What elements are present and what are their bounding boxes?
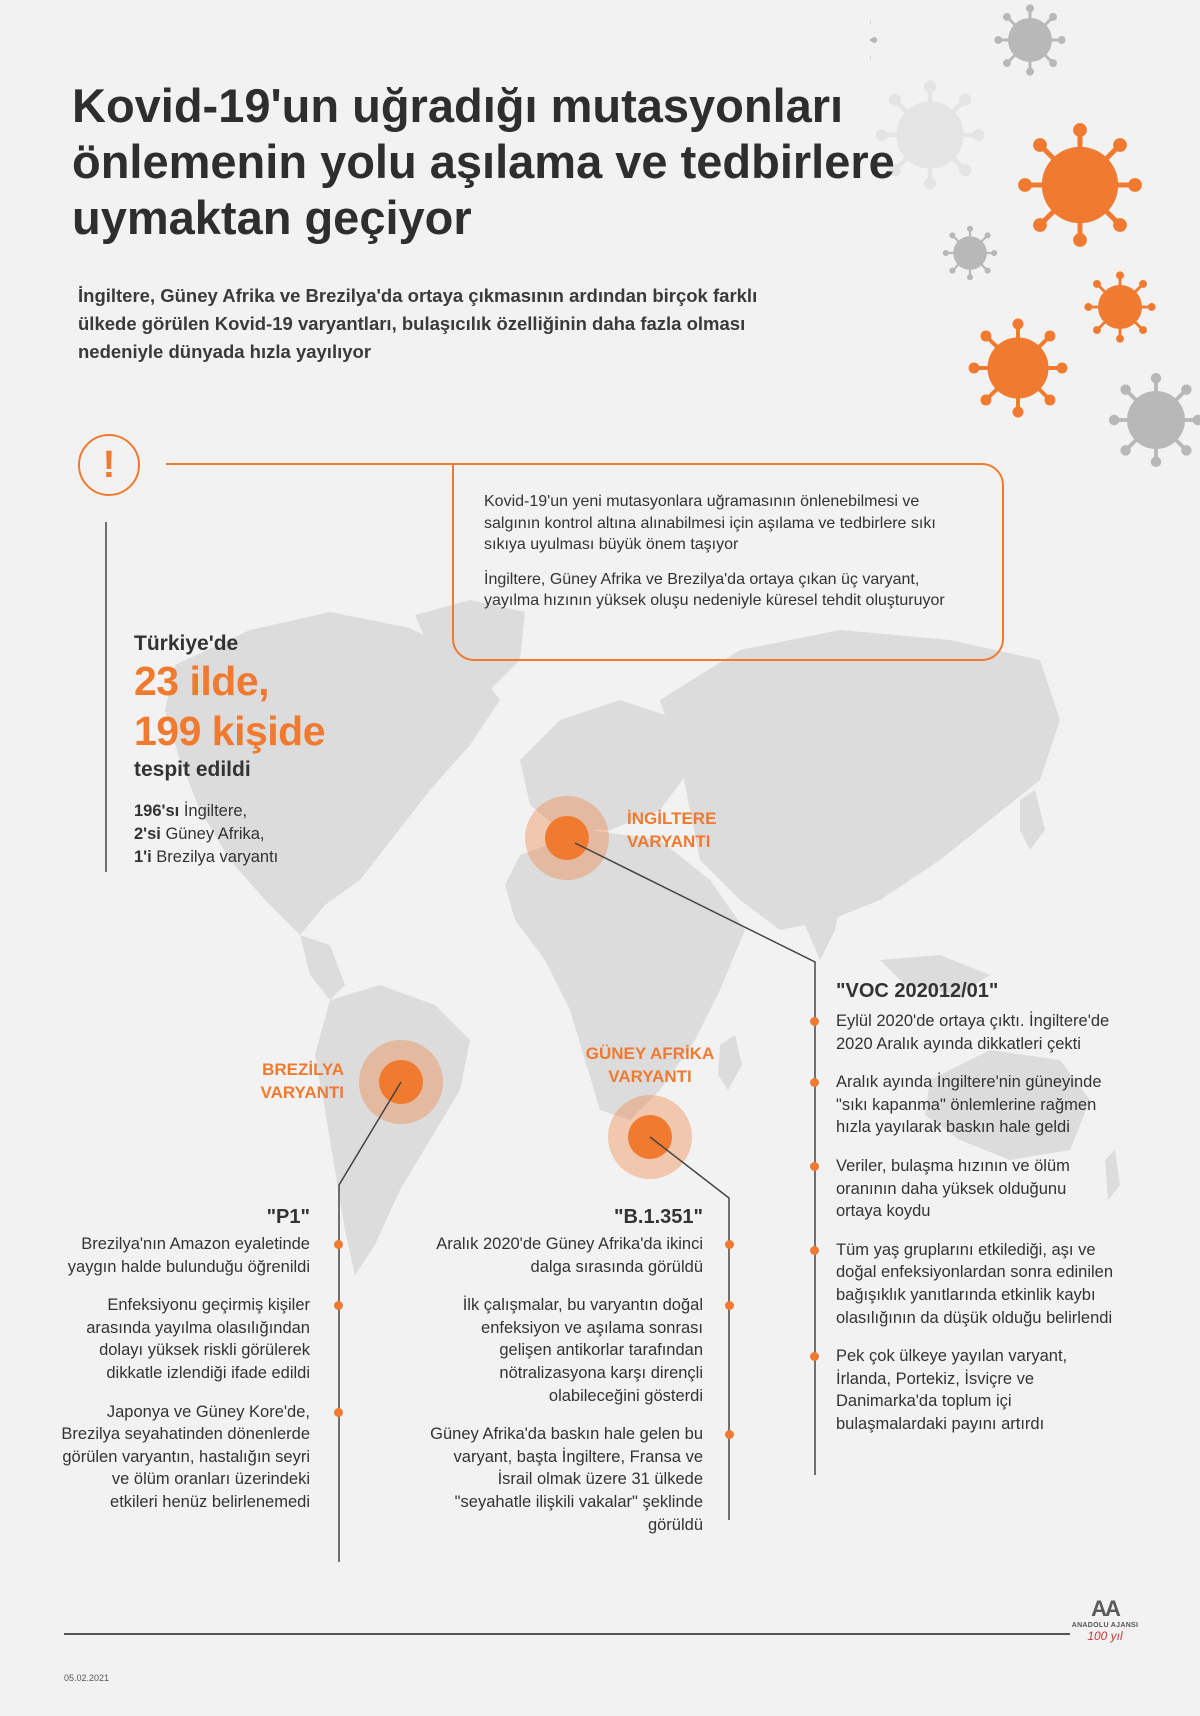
brazil-connector <box>339 1082 401 1562</box>
list-item: Veriler, bulaşma hızının ve ölüm oranının daha yüksek olduğunu ortaya koydu <box>836 1155 1116 1223</box>
logo-anniversary: 100 yıl <box>1087 1629 1123 1643</box>
list-item: Enfeksiyonu geçirmiş kişiler arasında yayılma olasılığından dolayı yüksek riskli görülerek dikkatle izlendiği ifade edildi <box>60 1294 310 1384</box>
uk-variant-name: "VOC 202012/01" <box>836 980 999 1002</box>
alert-icon: ! <box>78 434 140 496</box>
stat-people: 199 kişide <box>134 708 326 754</box>
stat-breakdown <box>134 800 394 869</box>
brazil-variant-label: BREZİLYA VARYANTI <box>260 1060 344 1102</box>
stat-breakdown-row: 1'i Brezilya varyantı <box>134 848 279 866</box>
list-item: Japonya ve Güney Kore'de, Brezilya seyahatinden dönenlerde görülen varyantın, hastalığın seyri ve ölüm oranları üzerindeki etkileri henüz belirlenemedi <box>60 1401 310 1514</box>
stat-provinces: 23 ilde, <box>134 658 270 704</box>
divider <box>166 463 452 465</box>
south-africa-variant-details <box>430 1233 703 1552</box>
stat-outro: tespit edildi <box>134 758 251 781</box>
south-africa-variant-label: GÜNEY AFRİKA VARYANTI <box>585 1044 715 1086</box>
list-item: Güney Afrika'da baskın hale gelen bu varyant, başta İngiltere, Fransa ve İsrail olmak üzere 31 ülkede "seyahatle ilişkili vakalar" şeklinde görüldü <box>430 1423 703 1536</box>
list-item: Brezilya'nın Amazon eyaletinde yaygın halde bulunduğu öğrenildi <box>60 1233 310 1278</box>
stat-intro: Türkiye'de <box>134 632 239 655</box>
footer-divider <box>64 1633 1070 1635</box>
info-paragraph: Kovid-19'un yeni mutasyonlara uğramasının önlenebilmesi ve salgının kontrol altına alınabilmesi için aşılama ve tedbirlere sıkı sıkıya uyulması büyük önem taşıyor <box>484 493 936 553</box>
south-africa-variant-name: "B.1.351" <box>613 1206 703 1228</box>
list-item: Aralık ayında İngiltere'nin güneyinde "sıkı kapanma" önlemlerine rağmen hızla yayılarak baskın hale geldi <box>836 1071 1116 1139</box>
brazil-variant-details <box>60 1233 310 1530</box>
uk-variant-details <box>836 1010 1116 1452</box>
list-item: Tüm yaş gruplarını etkilediği, aşı ve doğal enfeksiyonlardan sonra edinilen bağışıklık yanıtlarında etkinlik kaybı olasılığının da düşük olduğu belirlendi <box>836 1239 1116 1329</box>
list-item: İlk çalışmalar, bu varyantın doğal enfeksiyon ve aşılama sonrası gelişen antikorlar tarafından nötralizasyona karşı dirençli olabileceğini gösterdi <box>430 1294 703 1407</box>
brazil-variant-name: "P1" <box>266 1206 310 1228</box>
list-item: Aralık 2020'de Güney Afrika'da ikinci dalga sırasında görüldü <box>430 1233 703 1278</box>
list-item: Eylül 2020'de ortaya çıktı. İngiltere'de 2020 Aralık ayında dikkatleri çekti <box>836 1010 1116 1055</box>
anadolu-logo <box>1068 1596 1142 1643</box>
info-paragraph: İngiltere, Güney Afrika ve Brezilya'da ortaya çıkan üç varyant, yayılma hızının yüksek oluşu nedeniyle küresel tehdit oluşturuyor <box>484 570 945 609</box>
aa-logo-icon: AA <box>1091 1596 1119 1621</box>
uk-hotspot <box>525 796 609 880</box>
info-box <box>452 463 1004 661</box>
publish-date: 05.02.2021 <box>64 1673 110 1683</box>
logo-name: ANADOLU AJANSI <box>1071 1622 1139 1629</box>
turkey-stats <box>134 632 394 869</box>
list-item: Pek çok ülkeye yayılan varyant, İrlanda, Portekiz, İsviçre ve Danimarka'da toplum içi bulaşmalardaki payını artırdı <box>836 1345 1116 1435</box>
page-title: Kovid-19'un uğradığı mutasyonları önlemenin yolu aşılama ve tedbirlere uymaktan geçiyor <box>72 79 895 244</box>
stat-breakdown-row: 2'si Güney Afrika, <box>134 825 265 843</box>
stat-breakdown-row: 196'sı İngiltere, <box>134 802 248 820</box>
subtitle: İngiltere, Güney Afrika ve Brezilya'da ortaya çıkmasının ardından birçok farklı ülkede görülen Kovid-19 varyantları, bulaşıcılık özelliğinin daha fazla olması nedeniyle dünyada hızla yayılıyor <box>78 285 758 362</box>
uk-variant-label: İNGİLTERE VARYANTI <box>627 809 717 851</box>
